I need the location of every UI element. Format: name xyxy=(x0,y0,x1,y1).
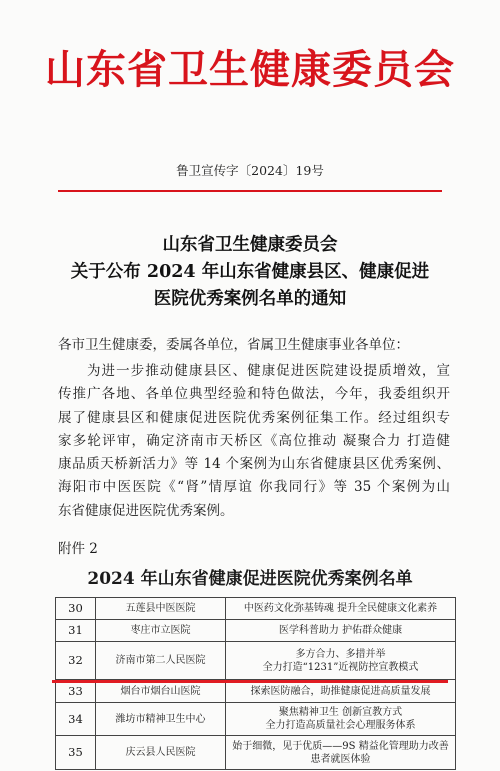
hospital-name: 潍坊市精神卫生中心 xyxy=(96,703,226,736)
title-line: 医院优秀案例名单的通知 xyxy=(153,289,347,309)
case-line: 全力打造高质量社会心理服务体系 xyxy=(265,720,416,731)
case-line: 探索医防融合，助推健康促进高质量发展 xyxy=(250,685,431,697)
case-table xyxy=(55,597,456,770)
body-text xyxy=(58,360,450,523)
hospital-name: 烟台市烟台山医院 xyxy=(96,680,226,703)
row-number: 34 xyxy=(56,703,96,736)
case-title xyxy=(226,598,456,620)
row-number: 33 xyxy=(56,680,96,703)
body-line: 传推广各地、各单位典型经验和特色做法，今年，我委组织开 xyxy=(58,386,450,403)
hospital-name: 济南市第二人民医院 xyxy=(96,642,226,680)
attachment-label: 附件 2 xyxy=(58,541,98,557)
table-row xyxy=(56,703,456,736)
body-line: 东省健康促进医院优秀案例。 xyxy=(58,502,234,519)
table-row xyxy=(56,620,456,642)
case-line: 多方合力、多措并举 xyxy=(295,648,386,660)
case-title xyxy=(226,620,456,642)
hospital-name: 五莲县中医医院 xyxy=(96,598,226,620)
red-highlight-underline xyxy=(52,680,448,683)
body-line: 家多轮评审，确定济南市天桥区《高位推动 凝聚合力 打造健 xyxy=(58,432,450,449)
title-line: 关于公布 2024 年山东省健康县区、健康促进 xyxy=(70,262,430,282)
body-line: 展了健康县区和健康促进医院优秀案例征集工作。经过组织专 xyxy=(58,409,450,426)
row-number: 31 xyxy=(56,620,96,642)
case-line: 聚焦精神卫生 创新宣教方式 xyxy=(278,707,403,718)
row-number: 30 xyxy=(56,598,96,620)
row-number: 35 xyxy=(56,736,96,770)
body-line: 康品质天桥新活力》等 14 个案例为山东省健康县区优秀案例、 xyxy=(58,456,450,473)
table-row xyxy=(56,642,456,680)
list-title: 2024 年山东省健康促进医院优秀案例名单 xyxy=(87,569,413,589)
body-line: 海阳市中医医院《“肾”情厚谊 你我同行》等 35 个案例为山 xyxy=(58,479,450,496)
hospital-name: 庆云县人民医院 xyxy=(96,736,226,770)
notice-title xyxy=(0,232,500,313)
salutation: 各市卫生健康委，委属各单位，省属卫生健康事业各单位： xyxy=(58,337,409,353)
case-line: 中医药文化弥基铸魂 提升全民健康文化素养 xyxy=(243,603,438,614)
case-line: 医学科普助力 护佑群众健康 xyxy=(278,625,403,636)
org-banner: 山东省卫生健康委员会 xyxy=(45,46,455,93)
document-number: 鲁卫宣传字〔2024〕19号 xyxy=(176,163,324,178)
case-title xyxy=(226,703,456,736)
case-title xyxy=(226,736,456,770)
red-divider xyxy=(58,190,442,192)
row-number: 32 xyxy=(56,642,96,680)
case-line: 始于细微，见于优质——9S 精益化管理助力改善 xyxy=(232,740,449,752)
body-line: 为进一步推动健康县区、健康促进医院建设提质增效，宣 xyxy=(87,363,450,379)
case-line: 全力打造“1231”近视防控宣教模式 xyxy=(262,661,419,673)
case-title xyxy=(226,642,456,680)
table-row xyxy=(56,736,456,770)
title-line: 山东省卫生健康委员会 xyxy=(162,235,338,255)
table-row xyxy=(56,598,456,620)
hospital-name: 枣庄市立医院 xyxy=(96,620,226,642)
case-line: 患者就医体验 xyxy=(310,753,371,765)
